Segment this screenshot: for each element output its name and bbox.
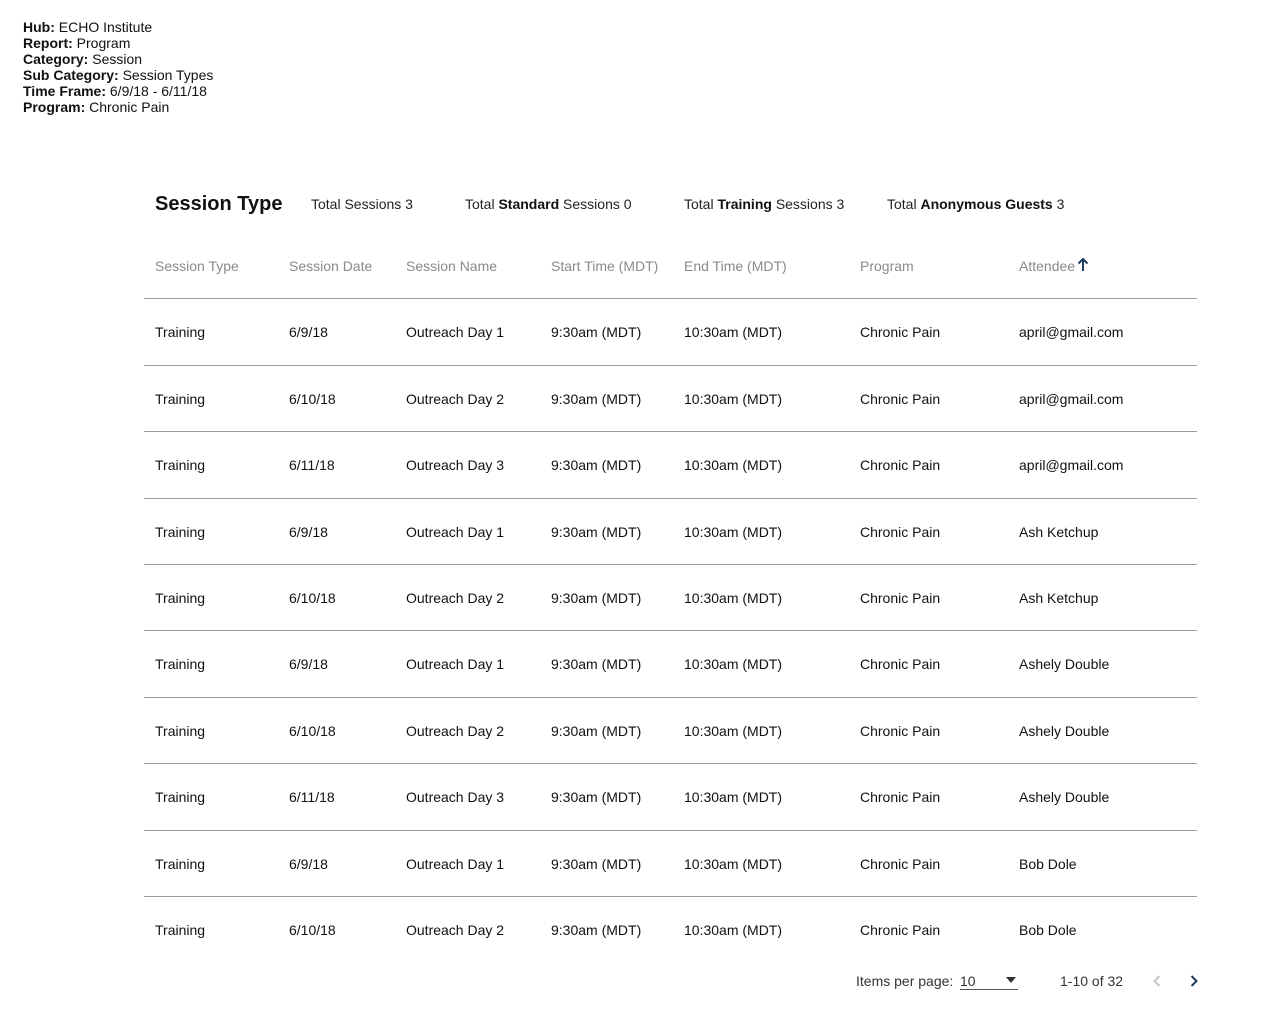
total-standard-prefix: Total: [465, 196, 495, 212]
table-row[interactable]: [144, 897, 1197, 963]
total-sessions-value: 3: [405, 196, 413, 212]
report-filters: [23, 19, 213, 115]
table-body: [144, 299, 1197, 963]
cell-session-date: 6/10/18: [289, 922, 336, 938]
column-header-label: Attendee: [1019, 258, 1076, 274]
filter-row: [23, 67, 213, 83]
column-header-label: Start Time (MDT): [551, 258, 659, 274]
table-header: [144, 240, 1197, 299]
cell-session-name: Outreach Day 1: [406, 524, 505, 540]
column-header-start-time[interactable]: [551, 258, 658, 274]
cell-program: Chronic Pain: [860, 524, 941, 540]
table-row[interactable]: [144, 366, 1197, 432]
cell-session-name: Outreach Day 3: [406, 457, 505, 473]
cell-session-name: Outreach Day 1: [406, 656, 505, 672]
cell-end-time: 10:30am (MDT): [684, 457, 783, 473]
cell-session-date: 6/10/18: [289, 590, 336, 606]
column-header-label: Session Date: [289, 258, 373, 274]
column-header-program[interactable]: [860, 258, 914, 274]
caret-down-icon: [1006, 977, 1016, 983]
column-header-label: Session Type: [155, 258, 239, 274]
cell-session-type: Training: [155, 856, 206, 872]
cell-end-time: 10:30am (MDT): [684, 324, 783, 340]
chevron-left-icon: [1146, 970, 1168, 992]
cell-end-time: 10:30am (MDT): [684, 723, 783, 739]
cell-end-time: 10:30am (MDT): [684, 856, 783, 872]
cell-session-type: Training: [155, 789, 206, 805]
items-per-page-label: Items per page:: [856, 973, 954, 989]
section-title: Session Type: [155, 192, 283, 215]
cell-attendee: april@gmail.com: [1019, 324, 1124, 340]
cell-session-date: 6/11/18: [289, 789, 335, 805]
cell-end-time: 10:30am (MDT): [684, 656, 783, 672]
cell-program: Chronic Pain: [860, 922, 941, 938]
cell-start-time: 9:30am (MDT): [551, 723, 642, 739]
cell-session-name: Outreach Day 2: [406, 723, 505, 739]
cell-start-time: 9:30am (MDT): [551, 922, 642, 938]
filter-label: Hub:: [23, 19, 55, 35]
column-header-label: Session Name: [406, 258, 498, 274]
cell-attendee: april@gmail.com: [1019, 391, 1124, 407]
chevron-right-icon: [1183, 970, 1205, 992]
cell-program: Chronic Pain: [860, 590, 941, 606]
column-header-session-name[interactable]: [406, 258, 497, 274]
cell-session-name: Outreach Day 3: [406, 789, 505, 805]
cell-end-time: 10:30am (MDT): [684, 524, 783, 540]
cell-program: Chronic Pain: [860, 391, 941, 407]
filter-value: Chronic Pain: [89, 99, 170, 115]
cell-session-date: 6/9/18: [289, 656, 328, 672]
cell-end-time: 10:30am (MDT): [684, 922, 783, 938]
cell-attendee: Bob Dole: [1019, 922, 1077, 938]
next-page-button[interactable]: [1183, 970, 1205, 992]
table-row[interactable]: [144, 565, 1197, 631]
cell-session-date: 6/10/18: [289, 723, 336, 739]
summary-bar: [155, 190, 1065, 218]
cell-session-date: 6/9/18: [289, 524, 328, 540]
total-training-bold: Training: [717, 196, 772, 212]
cell-start-time: 9:30am (MDT): [551, 856, 642, 872]
cell-session-date: 6/11/18: [289, 457, 335, 473]
sort-ascending-icon: [1077, 258, 1089, 272]
total-training-suffix: Sessions: [775, 196, 833, 212]
cell-start-time: 9:30am (MDT): [551, 524, 642, 540]
column-header-session-date[interactable]: [289, 258, 372, 274]
table-row[interactable]: [144, 698, 1197, 764]
filter-row: [23, 35, 213, 51]
cell-session-type: Training: [155, 590, 206, 606]
column-header-label: Program: [860, 258, 914, 274]
filter-value: Session: [92, 51, 143, 67]
column-header-session-type[interactable]: [155, 258, 239, 274]
cell-attendee: april@gmail.com: [1019, 457, 1124, 473]
filter-value: 6/9/18 - 6/11/18: [109, 83, 207, 99]
cell-session-name: Outreach Day 1: [406, 856, 505, 872]
cell-attendee: Ash Ketchup: [1019, 590, 1099, 606]
pagination-range: 1-10 of 32: [1060, 973, 1124, 989]
previous-page-button[interactable]: [1146, 970, 1168, 992]
filter-label: Report:: [23, 35, 73, 51]
cell-end-time: 10:30am (MDT): [684, 391, 783, 407]
cell-session-type: Training: [155, 723, 206, 739]
cell-session-date: 6/9/18: [289, 856, 328, 872]
cell-session-type: Training: [155, 922, 206, 938]
cell-start-time: 9:30am (MDT): [551, 656, 642, 672]
table-row[interactable]: [144, 499, 1197, 565]
sessions-table: [144, 240, 1197, 963]
total-standard-value: 0: [623, 196, 632, 212]
cell-session-name: Outreach Day 2: [406, 922, 505, 938]
cell-attendee: Ash Ketchup: [1019, 524, 1099, 540]
cell-start-time: 9:30am (MDT): [551, 590, 642, 606]
cell-program: Chronic Pain: [860, 723, 941, 739]
filter-label: Category:: [23, 51, 89, 67]
filter-label: Sub Category:: [23, 67, 119, 83]
cell-program: Chronic Pain: [860, 789, 941, 805]
cell-attendee: Ashely Double: [1019, 656, 1110, 672]
total-training-stat: [684, 196, 844, 212]
total-guests-bold: Anonymous Guests: [920, 196, 1053, 212]
total-standard-stat: [465, 196, 632, 212]
cell-session-type: Training: [155, 457, 206, 473]
filter-row: [23, 51, 213, 67]
cell-start-time: 9:30am (MDT): [551, 391, 642, 407]
items-per-page-value: 10: [960, 973, 976, 989]
cell-program: Chronic Pain: [860, 457, 941, 473]
total-guests-stat: [887, 196, 1064, 212]
cell-end-time: 10:30am (MDT): [684, 590, 783, 606]
table-row[interactable]: [144, 631, 1197, 698]
cell-session-type: Training: [155, 524, 206, 540]
column-header-attendee[interactable]: [1019, 258, 1089, 274]
total-guests-value: 3: [1056, 196, 1065, 212]
cell-session-name: Outreach Day 1: [406, 324, 505, 340]
filter-value: ECHO Institute: [58, 19, 153, 35]
total-sessions-label: Total Sessions: [311, 196, 402, 212]
cell-session-name: Outreach Day 2: [406, 391, 505, 407]
filter-label: Program:: [23, 99, 86, 115]
total-standard-bold: Standard: [498, 196, 560, 212]
paginator: [856, 965, 1216, 995]
cell-session-type: Training: [155, 656, 206, 672]
filter-row: [23, 19, 213, 35]
filter-label: Time Frame:: [23, 83, 106, 99]
cell-program: Chronic Pain: [860, 856, 941, 872]
cell-session-date: 6/9/18: [289, 324, 328, 340]
column-header-end-time[interactable]: [684, 258, 787, 274]
cell-program: Chronic Pain: [860, 324, 941, 340]
column-header-label: End Time (MDT): [684, 258, 787, 274]
cell-program: Chronic Pain: [860, 656, 941, 672]
cell-session-type: Training: [155, 391, 206, 407]
cell-start-time: 9:30am (MDT): [551, 457, 642, 473]
cell-start-time: 9:30am (MDT): [551, 324, 642, 340]
cell-start-time: 9:30am (MDT): [551, 789, 642, 805]
items-per-page-select[interactable]: [960, 971, 1018, 990]
cell-session-type: Training: [155, 324, 206, 340]
cell-attendee: Ashely Double: [1019, 723, 1110, 739]
cell-session-name: Outreach Day 2: [406, 590, 505, 606]
filter-value: Session Types: [122, 67, 214, 83]
filter-row: [23, 99, 213, 115]
cell-attendee: Bob Dole: [1019, 856, 1077, 872]
total-standard-suffix: Sessions: [563, 196, 620, 212]
table-row[interactable]: [144, 299, 1197, 366]
table-row[interactable]: [144, 432, 1197, 499]
total-sessions-stat: [311, 196, 413, 212]
table-row[interactable]: [144, 831, 1197, 897]
cell-session-date: 6/10/18: [289, 391, 336, 407]
total-guests-prefix: Total: [887, 196, 917, 212]
filter-value: Program: [76, 35, 131, 51]
total-training-prefix: Total: [684, 196, 714, 212]
cell-attendee: Ashely Double: [1019, 789, 1110, 805]
table-row[interactable]: [144, 764, 1197, 831]
cell-end-time: 10:30am (MDT): [684, 789, 783, 805]
total-training-value: 3: [836, 196, 845, 212]
filter-row: [23, 83, 213, 99]
